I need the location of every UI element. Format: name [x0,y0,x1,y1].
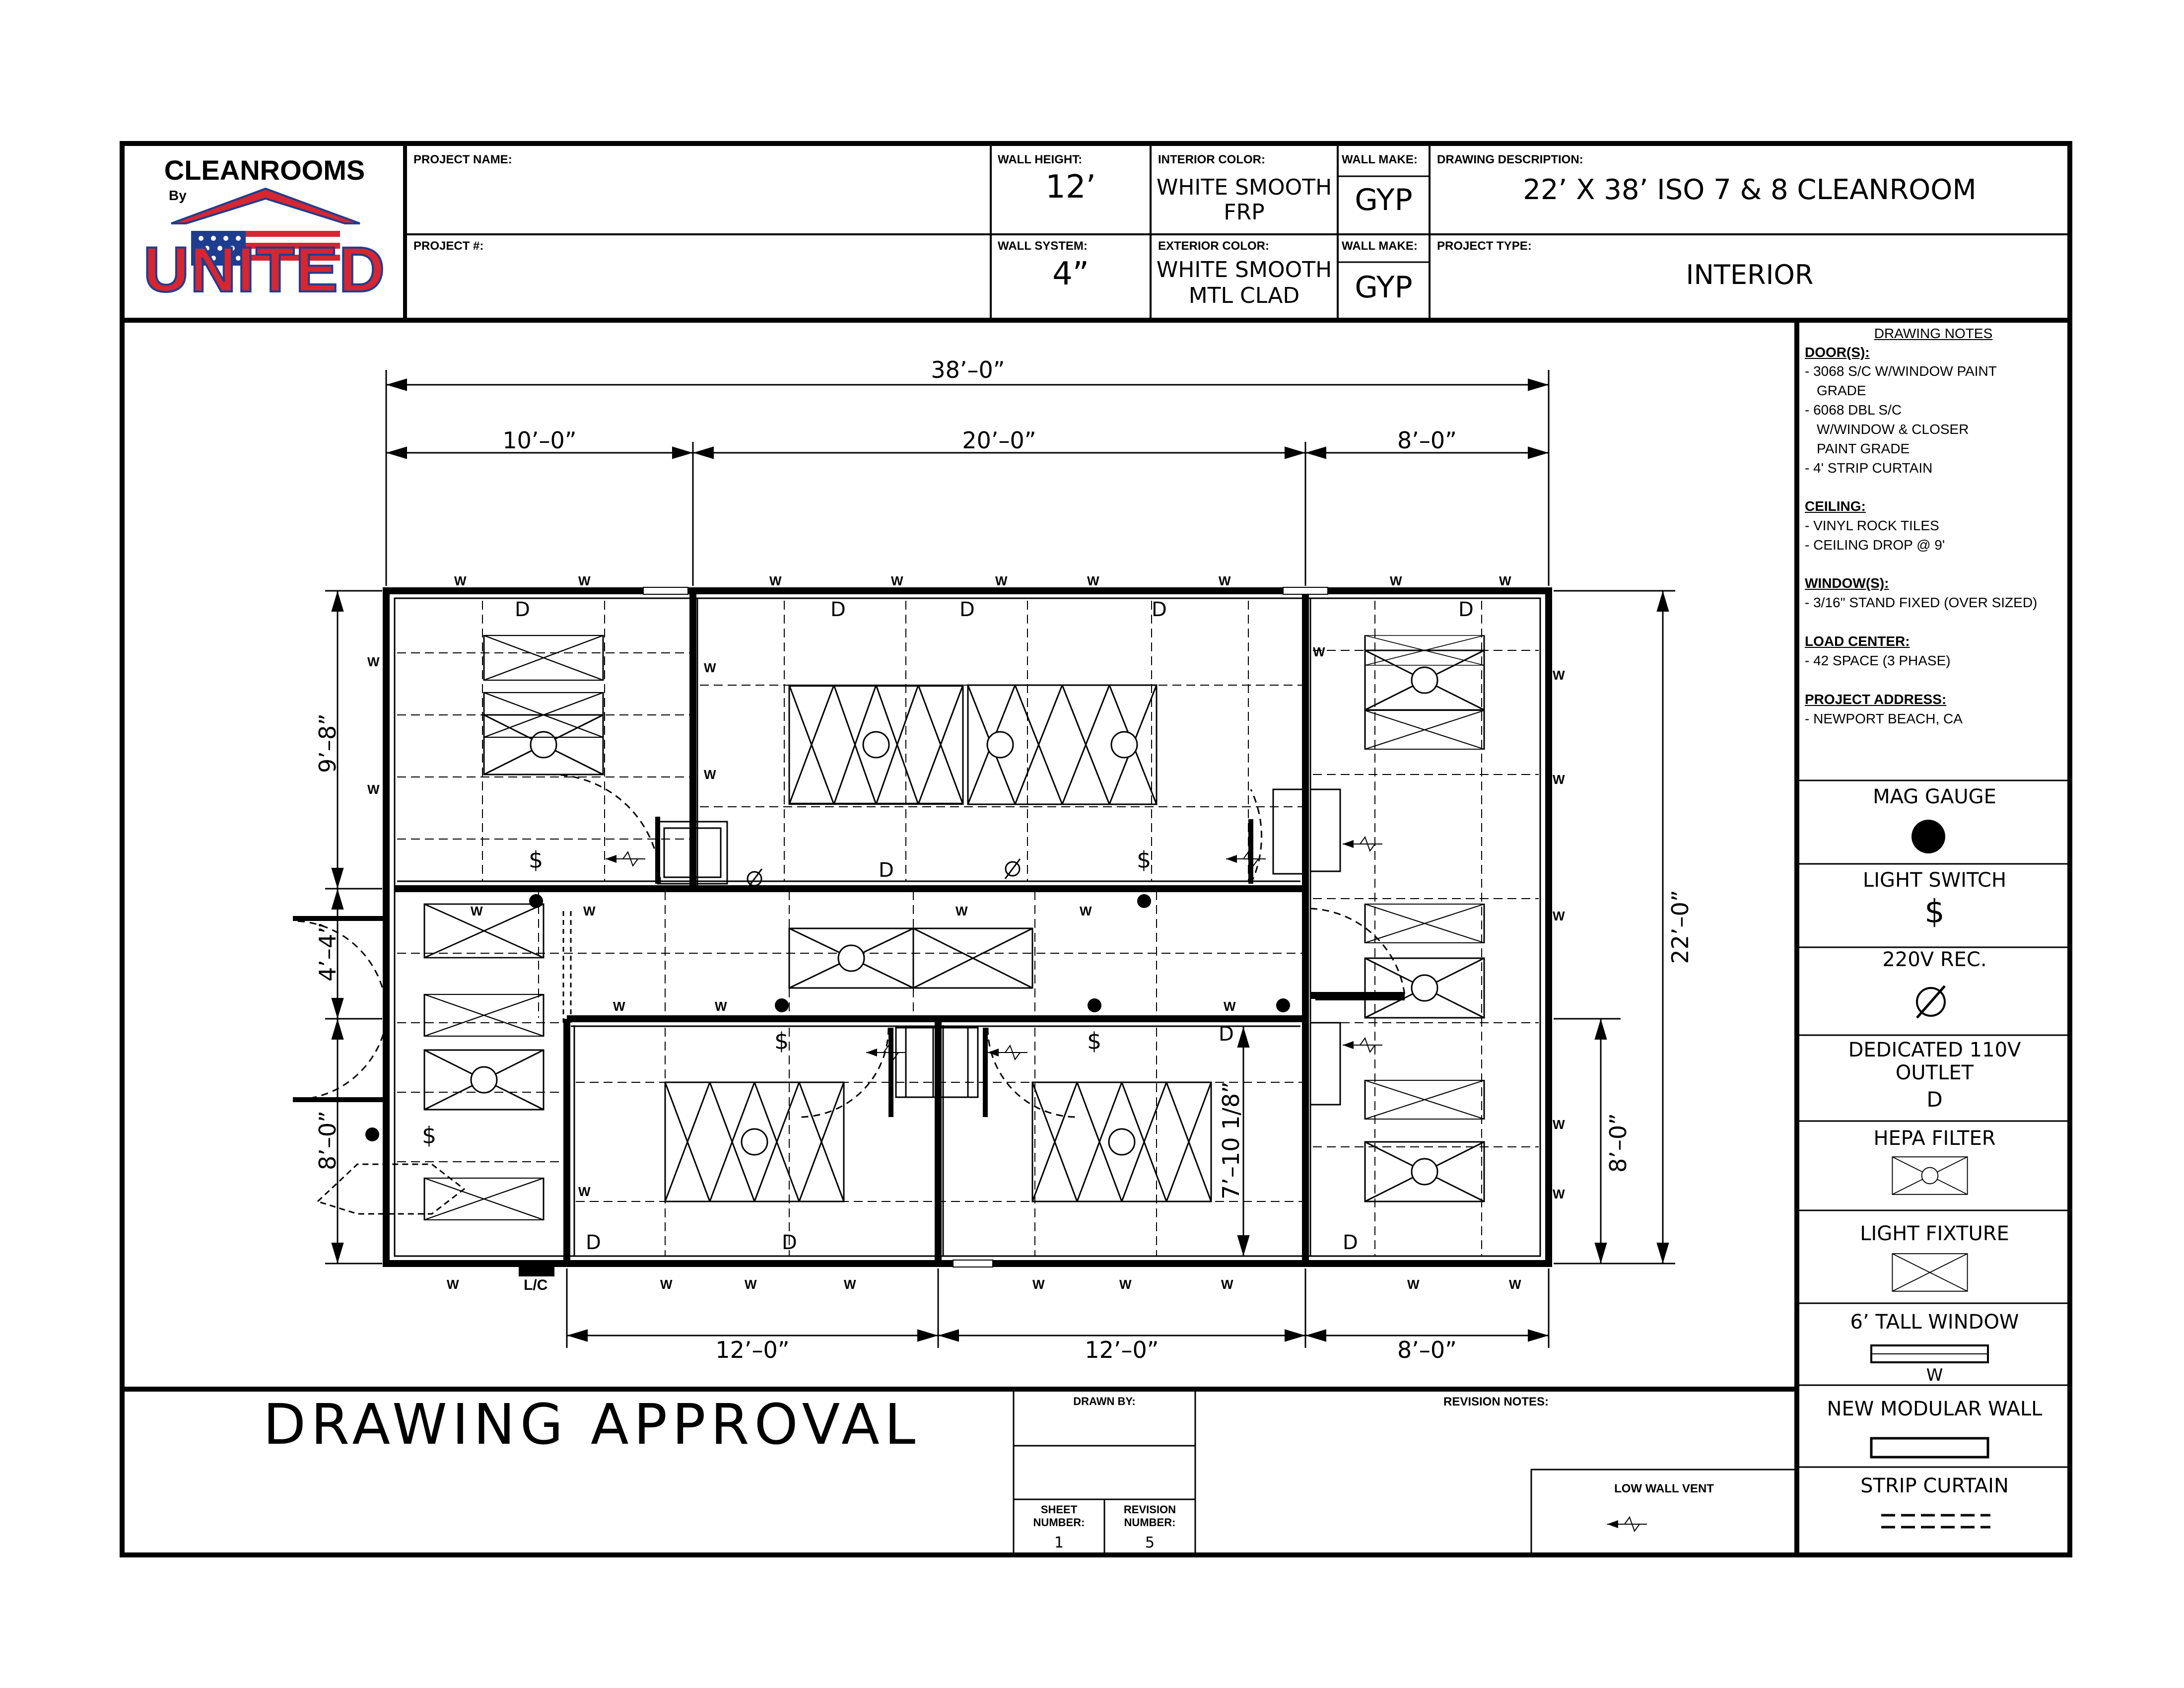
window-tag: W [367,782,380,797]
outlet-tag: D [515,598,530,621]
window-tag: W [1224,999,1236,1014]
window-tag: W [1313,644,1325,659]
pass-throughs [658,789,1340,1105]
window-tag: W [367,654,380,669]
revision-number-value: 5 [1145,1534,1155,1551]
window-tag: W [769,573,782,588]
wall-system-value: 4” [1052,256,1089,292]
legend-hepa-filter: HEPA FILTER [1873,1127,1996,1150]
window-tag: W [745,1277,757,1292]
outlet-tag: D [1219,1023,1234,1046]
light-switch-tag: $ [529,846,544,873]
window-tag: W [1407,1277,1420,1292]
notes-doors-6: - 4' STRIP CURTAIN [1805,460,1933,476]
light-fixture-legend-symbol [1892,1254,1967,1291]
sheet-number-label-2: NUMBER: [1033,1516,1085,1529]
legend-mag-gauge: MAG GAUGE [1873,785,1996,808]
sheet-number-label-1: SHEET [1040,1503,1078,1516]
revision-notes-label: REVISION NOTES: [1443,1395,1549,1408]
notes-address-heading: PROJECT ADDRESS: [1805,692,1947,707]
wall-height-label: WALL HEIGHT: [998,153,1083,166]
notes-ceiling-1: - VINYL ROCK TILES [1805,518,1939,533]
light-fixtures [424,635,1484,1220]
dim-top-2: 20’–0” [962,427,1036,454]
outlet-tag: D [959,598,975,621]
light-switch-tag: $ [774,1028,789,1055]
window-tag: W [715,999,727,1014]
load-center-label: L/C [524,1277,548,1293]
drawing-approval-title: DRAWING APPROVAL [263,1393,921,1457]
window-tag: W [995,573,1008,588]
legend-window: 6’ TALL WINDOW [1850,1311,2019,1334]
logo-by: By [169,188,187,203]
drawn-by-label: DRAWN BY: [1073,1395,1136,1407]
outlet-tag: D [1343,1231,1358,1254]
dim-left-1: 9’–8” [314,713,341,773]
window-tag: W [583,904,596,918]
exterior-color-line1: WHITE SMOOTH [1156,257,1332,282]
dim-bottom-1: 12’–0” [715,1336,790,1363]
legend-window-symbol: W [1926,1365,1943,1385]
window-tag: W [1032,1277,1045,1292]
window-tag: W [447,1277,459,1292]
mag-gauge-symbol [1911,820,1945,853]
wall-make-value-1: GYP [1355,183,1413,217]
drawing-notes-title: DRAWING NOTES [1874,326,1993,341]
dim-right-lower: 8’–0” [1605,1113,1632,1173]
light-switch-tag: $ [1087,1028,1102,1055]
notes-doors-3: - 6068 DBL S/C [1805,402,1902,418]
window-tag: W [1219,573,1231,588]
wall-height-value: 12’ [1045,169,1096,206]
window-tag: W [704,767,716,782]
project-name-label: PROJECT NAME: [413,153,512,166]
dim-left-3: 8’–0” [314,1111,341,1170]
window-tag: W [1509,1277,1521,1292]
legend-modular-wall: NEW MODULAR WALL [1827,1398,2043,1420]
window-tag: W [1553,909,1565,923]
low-wall-vent-label: LOW WALL VENT [1614,1482,1714,1495]
wall-make-label-1: WALL MAKE: [1342,153,1418,166]
dim-inner: 7’–10 1/8” [1218,1081,1244,1199]
legend-light-fixture: LIGHT FIXTURE [1860,1222,2009,1245]
legend-strip-curtain: STRIP CURTAIN [1860,1475,2009,1497]
legend-220v-rec: 220V REC. [1882,948,1987,971]
notes-doors-5: PAINT GRADE [1817,441,1910,456]
interior-color-line1: WHITE SMOOTH [1156,175,1332,200]
interior-color-line2: FRP [1224,200,1265,225]
drawing-description-value: 22’ X 38’ ISO 7 & 8 CLEANROOM [1523,174,1977,206]
window-tag: W [1080,904,1092,918]
outlet-tag: D [1152,598,1167,621]
notes-address-1: - NEWPORT BEACH, CA [1805,711,1963,726]
drawing-description-label: DRAWING DESCRIPTION: [1437,153,1583,166]
hepa-filters [424,650,1484,1201]
logo-brand-name: CLEANROOMS [164,154,365,186]
notes-doors-4: W/WINDOW & CLOSER [1817,422,1969,437]
window-tag: W [1087,573,1099,588]
dim-top-1: 10’–0” [502,427,577,454]
legend-light-switch: LIGHT SWITCH [1862,869,2007,892]
window-tag: W [1221,1277,1233,1292]
notes-doors-1: - 3068 S/C W/WINDOW PAINT [1805,363,1997,379]
project-type-label: PROJECT TYPE: [1437,239,1532,253]
window-tag: W [704,660,716,675]
window-tag: W [578,573,591,588]
revision-number-label-1: REVISION [1123,1503,1176,1516]
window-tag: W [1553,668,1565,683]
dim-bottom-3: 8’–0” [1397,1336,1457,1363]
notes-windows-heading: WINDOW(S): [1805,575,1889,591]
outlet-tag: D [586,1231,601,1254]
dim-top-3: 8’–0” [1397,427,1457,454]
dim-left-2: 4’–4” [314,922,341,982]
company-logo [127,148,403,317]
notes-load-heading: LOAD CENTER: [1805,633,1910,649]
outlet-tag: D [830,598,846,621]
exterior-color-label: EXTERIOR COLOR: [1158,239,1270,253]
legend-dedicated-1: DEDICATED 110V [1848,1039,2021,1061]
load-center [519,1264,554,1276]
window-tag: W [1119,1277,1132,1292]
window-tag: W [891,573,903,588]
notes-ceiling-2: - CEILING DROP @ 9' [1805,537,1945,553]
window-tag: W [1499,573,1511,588]
dim-overall-width: 38’–0” [931,356,1005,383]
window-tag: W [660,1277,673,1292]
revision-number-label-2: NUMBER: [1124,1516,1176,1529]
project-number-label: PROJECT #: [413,239,484,253]
wall-system-label: WALL SYSTEM: [998,239,1088,253]
window-tag: W [1390,573,1402,588]
notes-ceiling-heading: CEILING: [1805,498,1866,514]
wall-make-label-2: WALL MAKE: [1342,239,1418,253]
window-tag: W [1553,772,1565,787]
legend-light-switch-symbol: $ [1924,894,1945,930]
window-tag: W [471,904,483,918]
legend-dedicated-symbol: D [1926,1087,1943,1112]
outlet-tag: D [879,859,894,882]
modular-wall-legend-symbol [1871,1438,1988,1457]
window-tag: W [956,904,968,918]
logo-united: UNITED [143,234,386,305]
legend-dedicated-2: OUTLET [1895,1061,1974,1084]
wall-make-value-2: GYP [1355,270,1413,305]
window-tag: W [1553,1117,1565,1132]
window-tag: W [613,999,625,1014]
project-type-value: INTERIOR [1686,259,1814,290]
sheet-number-value: 1 [1054,1534,1064,1551]
outlet-tag: D [1458,598,1474,621]
light-switch-tag: $ [422,1122,437,1149]
hepa-legend-symbol [1892,1157,1967,1195]
window-tag: W [454,573,467,588]
notes-doors-heading: DOOR(S): [1805,345,1870,360]
notes-windows-1: - 3/16" STAND FIXED (OVER SIZED) [1805,595,2038,610]
exterior-color-line2: MTL CLAD [1188,283,1300,308]
window-tag: W [844,1277,856,1292]
light-switch-tag: $ [1137,846,1152,873]
notes-doors-2: GRADE [1817,383,1866,398]
dim-bottom-2: 12’–0” [1085,1336,1159,1363]
interior-color-label: INTERIOR COLOR: [1158,153,1265,166]
dim-right-overall: 22’–0” [1667,890,1694,964]
window-tag: W [1553,1187,1565,1201]
receptacle-220-symbol [1917,986,1945,1018]
notes-load-1: - 42 SPACE (3 PHASE) [1805,653,1951,668]
outlet-tag: D [782,1231,797,1254]
window-tag: W [578,1184,591,1199]
